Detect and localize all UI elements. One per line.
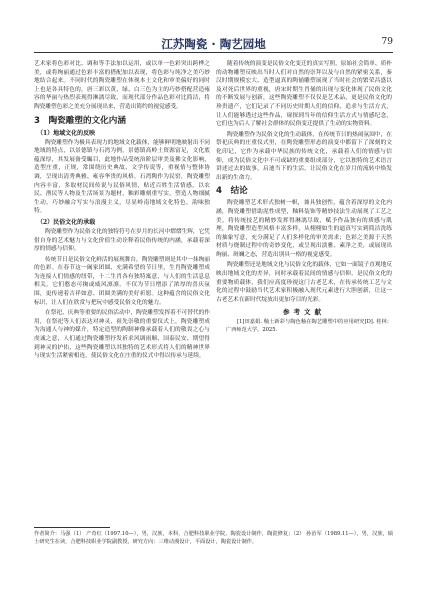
paragraph: 随着传统的演变是民俗文化变迁的真实写照，原始社会简单、质朴的动物雕塑反映出当时人们对自然的崇拜以及与自然的紧密关系，秦汉时期规模宏大、造型逼真的陶俑雕塑展现了当时社会的繁荣昌盛以及对死后世界的重视，唐宋时期生肖俑的出现与变化体现了民俗文化的不断发展与创新，这些陶瓷雕塑不仅仅是艺术品，更是民俗文化的珍贵遗产，它们记录了不同历史时期人们的信仰、追求与生活方式，让人们能够透过这些作品，窥探到当年的信仰生活方式与情感纪念，它们也为后人了解社会群体的民俗变迁提供了生动的实物资料。 bbox=[216, 61, 392, 128]
footnote-rule bbox=[34, 527, 110, 528]
references-heading: 参考文献 bbox=[283, 308, 325, 317]
left-column bbox=[34, 60, 210, 363]
right-column bbox=[216, 60, 392, 336]
intro-paragraph: 艺术家将色彩对比、调和等手法加以运用，或以单一色彩突出跨桦之美，或将绚丽通过色彩丰富的搭配加以表现，将色彩与纯净之美巧妙地结合起来。不同时代的陶瓷雕塑在体现本土文化和审美偏好的同时上也是各具特色的，唐三彩以黄、绿、白三色为主的巧妙搭配营造雍容的华丽与热烈表现得淋漓尽致，而现代部分作品色彩对比简洁，将陶瓷雕塑色彩之美充分展现出来，营造出简约的视觉感受。 bbox=[34, 61, 210, 110]
subsection-2-heading: （2）民俗文化的承载 bbox=[37, 218, 96, 226]
paragraph: 陶瓷雕塑作为极具表现力的地域文化载体，能够鲜明地映射出不同地域的特点，以景德镇与石湾为例，景德镇高岭土资源富足，文化底蕴深厚，其发展备受瞩目，此地作品受统治阶层审美及佛文化影响，造型庄重，正规，常围绕历史典故、文学传说等，重视情与整体协调，呈现出清秀典雅、雍容华贵的风格。石湾陶作为民窑，陶瓷雕塑内容丰富，多取材民间传说与民俗风情，贴近百姓生活情感，以农民、渔民等人物及生活场景为题材，釉彩雕刻重写实，塑造人物细腻生动，巧妙融合写实与浪漫主义，尽显岭南地域文化特色，韵味独特。 bbox=[34, 139, 210, 215]
subsection-1-heading: （1）地域文化的反映 bbox=[37, 129, 96, 137]
page-header bbox=[34, 36, 393, 56]
section-4-heading: 4 结论 bbox=[216, 186, 248, 197]
footnote bbox=[34, 527, 393, 546]
paragraph: 传统节日是民俗文化鲜活的展现舞台，陶瓷雕塑则是其中一抹绚丽的色彩。在春节这一阖家团圆、充满希望的节日里，生肖陶瓷雕塑成为连接人们情感的纽带，十二生肖各有独特寓意，与人们的生活息息相关，它们憨态可掬或威风凛凛，不仅为节日增添了浓厚的喜庆氛围，更传递着吉祥如意、团圆美满的美好祈愿。这种蕴含的民俗文化标识，让人们在欣赏与把玩中感受民俗文化的魅力。 bbox=[34, 256, 210, 306]
paragraph: 陶瓷雕塑还是地域文化与民俗文化的载体，它如一面镜子直观地反映出地域文化的差异，同时承载着民间的情感与信仰，是民俗文化的重要物质载体，我们应高度珍视这门古老艺术，在传承传统工艺与文化的过程中鼓励当代艺术家积极融入现代元素进行大胆创新，让这一古老艺术在新时代绽放出更加夺目的光彩。 bbox=[216, 262, 392, 303]
paragraph: 在祭祀、庆典等重要的民俗活动中，陶瓷雕塑发挥着不可替代的作用，在祭祀等人们表达对神灵、祖先崇敬的重要仪式上，陶瓷雕塑成为沟通人与神的媒介，特定造型的陶制神像承载着人们的敬畏之心与虔诚之意，人们通过陶瓷雕塑抒发祈求风调雨顺、国泰民安、期望得到神灵的护佑，这些陶瓷雕塑以其独特的艺术形式将人们的精神世界与现实生活紧密相连，使民俗文化在庄重的仪式中得以传承与延续。 bbox=[34, 310, 210, 360]
section-3-heading: 3 陶瓷雕塑的文化内涵 bbox=[34, 115, 126, 126]
header-rule bbox=[34, 52, 393, 53]
journal-title: 江苏陶瓷 · 陶艺园地 bbox=[161, 37, 266, 51]
reference-item: [1]田嘉娟. 釉土新彩与陶色釉在陶艺雕塑中的应用研究[D]. 桂林：广西师范大学，2025. bbox=[226, 319, 392, 333]
paragraph: 陶瓷雕塑艺术形式独树一帜，兼具独创性，蕴含着深厚的文化内涵，陶瓷雕塑借助泥性成型，釉料装饰等精妙技法生动展现了工艺之美，将传统技艺的精妙发挥得淋漓尽致，赋予作品独有的质感与肌理，陶瓷雕塑造型风格丰富多样，从栩栩如生的逼真写实到简洁洗练的抽象写意，充分满足了人们多样化的审美需求；色彩之美源于天然材质与烧制过程中的奇妙变化，或呈现出淡雅、素净之美，或展现出绚丽、斑斓之态，营造出别具一格的视觉感受。 bbox=[216, 200, 392, 258]
paragraph: 陶瓷雕塑作为民俗文化的生动载体，在传统节日的热闹氛围中，在祭祀庆典的庄重仪式里，在陶瓷雕塑形态的演变中都留下了深刻的文化印记，它作为承载中华民族的传统文化，承载着人们的情感与信仰，成为民俗文化中不可或缺的重要组成部分，它以独特的艺术语言讲述过去的故事，启迪当下的生活，让民俗文化在岁月的流转中焕发出新的生命力。 bbox=[216, 131, 392, 181]
paragraph: 陶瓷雕塑作为民俗文化的独特符号在岁月的长河中熠熠生辉，它凭借自身的艺术魅力与文化价值生动诠释着民俗传统的内涵，承载着深厚的情感与信仰。 bbox=[34, 228, 210, 253]
page-number: 79 bbox=[381, 37, 393, 47]
author-bio: 作者简介：马强（1） 产奇红（1997.10—），男，汉族，本科，合肥科技职业学院，陶瓷设计制作，陶瓷修复；（2） 孙治军（1989.11—），男，汉族，硕士研究生在读，合肥科技职业学院副教授，研究方向：三维动漫设计，平面设计，陶瓷设计制作。 bbox=[34, 531, 393, 545]
